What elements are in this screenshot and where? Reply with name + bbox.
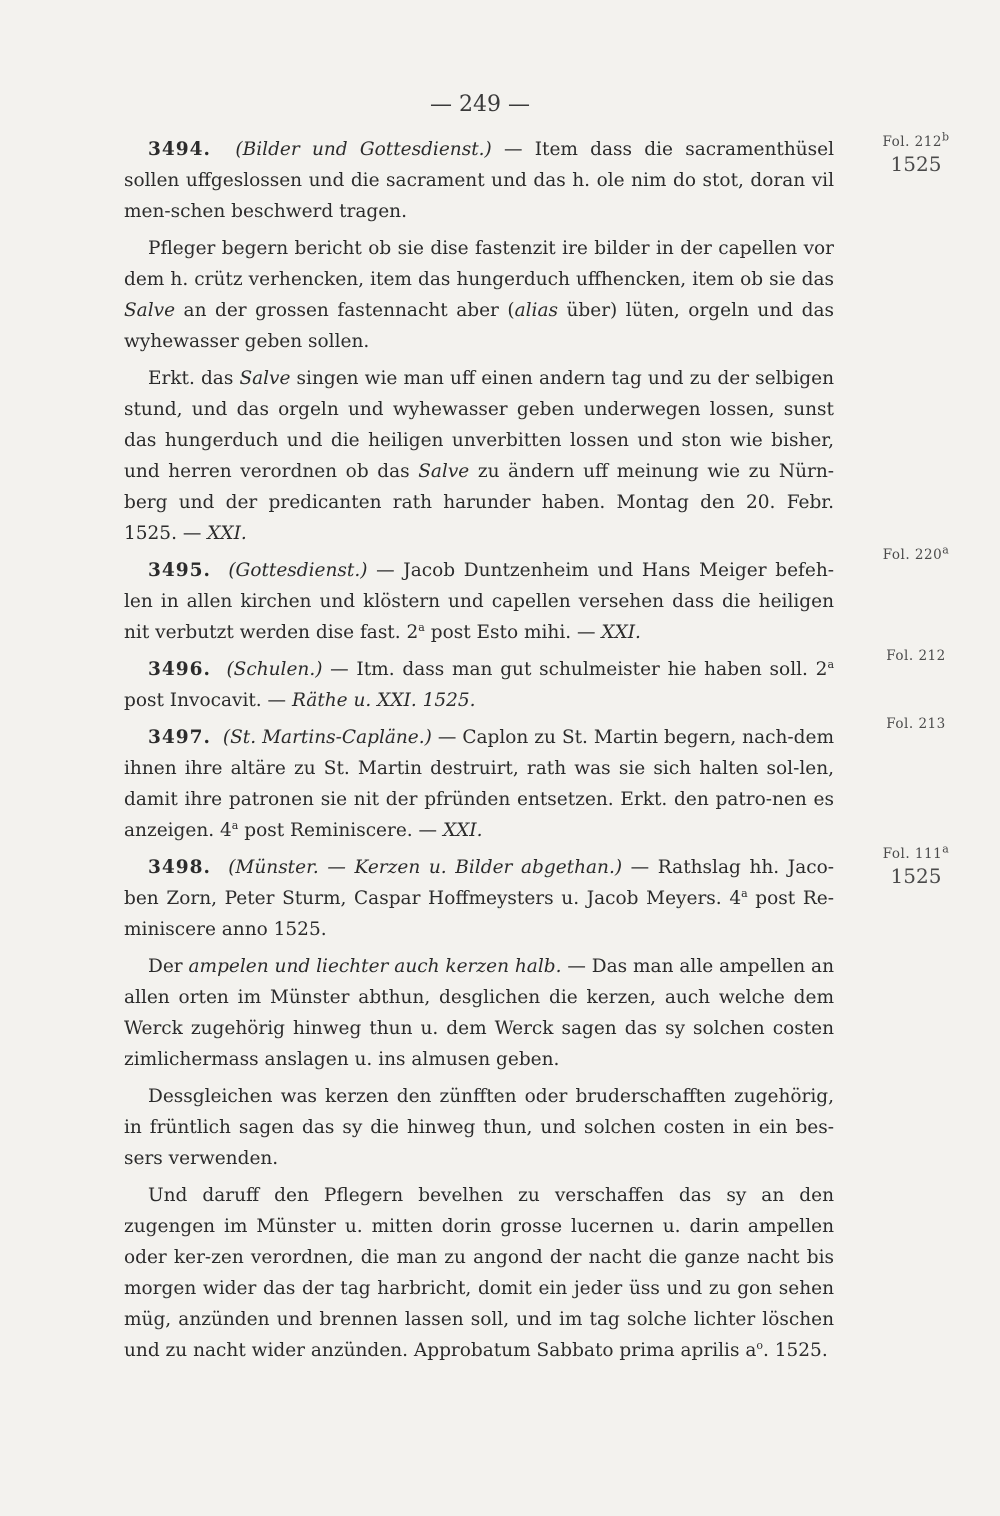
superscript: a xyxy=(827,657,834,671)
folio-text: Fol. 220 xyxy=(882,547,943,563)
entry-3494 xyxy=(124,134,834,549)
entry-3494-paragraph-2 xyxy=(124,233,834,357)
source-reference: XXI. xyxy=(442,820,483,841)
paragraph-text: Dessgleichen was kerzen den zünfften oder bruderschafften zugehörig, in früntlich sagen das sy die hinweg thun, und solchen costen in ein bes-sers verwenden. xyxy=(124,1086,834,1169)
main-text xyxy=(124,134,834,1366)
folio-reference: Fol. 213 xyxy=(886,716,946,732)
entry-3496 xyxy=(124,654,834,716)
margin-year: 1525 xyxy=(890,864,942,888)
paragraph-text: . 1525. xyxy=(762,1340,828,1361)
margin-year: 1525 xyxy=(890,152,942,176)
superscript: b xyxy=(941,130,950,144)
paragraph-text: — Das man alle ampellen an allen orten im Münster abthun, desglichen die kerzen, auch welche dem Werck zugehörig hinweg thun u. dem Werck sagen das sy solchen costen zimlichermass anslagen u. ins almusen geben. xyxy=(124,956,834,1070)
entry-topic: (Gottesdienst.) xyxy=(228,560,368,581)
folio-reference xyxy=(856,130,976,150)
paragraph-text: Der xyxy=(148,956,189,977)
margin-note-3496 xyxy=(856,648,976,664)
entry-topic: (Bilder und Gottesdienst.) xyxy=(235,139,492,160)
italic-term: Salve xyxy=(124,300,176,321)
entry-3495-paragraph xyxy=(124,555,834,648)
entry-text: post Esto mihi. — xyxy=(424,622,602,643)
entry-topic: (Münster. — Kerzen u. Bilder abgethan.) xyxy=(228,857,623,878)
margin-note-3495 xyxy=(856,543,976,563)
entry-text: post Invocavit. — xyxy=(124,690,292,711)
source-reference: XXI. xyxy=(601,622,641,643)
entry-text: post Re-miniscere anno 1525. xyxy=(124,888,834,940)
paragraph-text: Erkt. das xyxy=(148,368,240,389)
superscript: a xyxy=(741,886,748,900)
entry-3495 xyxy=(124,555,834,648)
italic-term: Salve xyxy=(418,461,470,482)
page-number: — 249 — xyxy=(430,92,530,117)
superscript: a xyxy=(418,620,425,634)
folio-reference xyxy=(856,543,976,563)
paragraph-text: singen wie man uff einen andern tag und zu der selbigen stund, und das orgeln und wyhewasser geben underwegen lossen, sunst das hungerduch und die heiligen unverbitten lossen und ston wie bisher, und herren verordnen ob das xyxy=(124,368,834,482)
entry-text: post Reminiscere. — xyxy=(238,820,443,841)
margin-note-3494 xyxy=(856,130,976,176)
entry-3498-paragraph-3 xyxy=(124,1081,834,1174)
paragraph-text: Und daruff den Pflegern bevelhen zu verschaffen das sy an den zugengen im Münster u. mitten dorin grosse lucernen u. darin ampellen oder ker-zen verordnen, die man zu angond der nacht die ganze nacht bis morgen wider das der tag harbricht, domit ein jeder üss und zu gon sehen müg, anzünden und brennen lassen soll, und im tag solche lichter löschen und zu nacht wider anzünden. Approbatum Sabbato prima aprilis a xyxy=(124,1185,834,1361)
entry-3498-paragraph-2 xyxy=(124,951,834,1075)
paragraph-text: an der grossen fastennacht aber ( xyxy=(175,300,515,321)
entry-number: 3496. xyxy=(148,659,211,680)
entry-number: 3494. xyxy=(148,139,211,160)
entry-3498 xyxy=(124,852,834,1366)
italic-term: ampelen und liechter auch kerzen halb. xyxy=(188,956,562,977)
superscript: a xyxy=(231,818,239,832)
entry-number: 3497. xyxy=(148,727,211,748)
paragraph-text: zu ändern uff meinung wie zu Nürn-berg und der predicanten rath harunder haben. Montag den 20. Febr. 1525. — xyxy=(124,461,834,544)
paragraph-text: Pfleger begern bericht ob sie dise fastenzit ire bilder in der capellen vor dem h. crütz verhencken, item das hungerduch uffhencken, item ob sie das xyxy=(124,238,834,290)
italic-term: alias xyxy=(514,300,558,321)
entry-3494-paragraph-3 xyxy=(124,363,834,549)
entry-text: — Caplon zu St. Martin begern, nach-dem ihnen ihre altäre zu St. Martin destruirt, rath was sie sich halten sol-len, damit ihre patronen sie nit der pfründen entsetzen. Erkt. den patro-nen es anzeigen. 4 xyxy=(124,727,834,841)
entry-3497 xyxy=(124,722,834,846)
folio-text: Fol. 212 xyxy=(882,134,942,150)
margin-note-3497 xyxy=(856,716,976,732)
source-reference: Räthe u. XXI. 1525. xyxy=(291,690,476,711)
entry-number: 3495. xyxy=(148,560,211,581)
entry-text: — Item dass die sacramenthüsel sollen uffgeslossen und die sacrament und das h. ole nim do stot, doran vil men-schen beschwerd tragen. xyxy=(124,139,835,222)
superscript: o xyxy=(756,1338,763,1352)
entry-3497-paragraph xyxy=(124,722,834,846)
entry-number: 3498. xyxy=(148,857,211,878)
entry-topic: (St. Martins-Capläne.) xyxy=(222,727,432,748)
margin-note-3498 xyxy=(856,842,976,888)
source-reference: XXI. xyxy=(207,523,247,544)
superscript: a xyxy=(942,842,950,856)
italic-term: Salve xyxy=(239,368,291,389)
folio-reference xyxy=(856,842,976,862)
entry-text: — Rathslag hh. Jaco-ben Zorn, Peter Sturm, Caspar Hoffmeysters u. Jacob Meyers. 4 xyxy=(124,857,834,909)
folio-text: Fol. 111 xyxy=(882,846,943,862)
folio-reference: Fol. 212 xyxy=(886,648,946,664)
entry-3498-paragraph-4 xyxy=(124,1180,834,1366)
entry-3498-paragraph-1 xyxy=(124,852,834,945)
entry-topic: (Schulen.) xyxy=(226,659,323,680)
paragraph-text: über) lüten, orgeln und das wyhewasser geben sollen. xyxy=(124,300,834,352)
entry-3494-paragraph-1 xyxy=(124,134,834,227)
entry-text: — Itm. dass man gut schulmeister hie haben soll. 2 xyxy=(322,659,828,680)
entry-text: — Jacob Duntzenheim und Hans Meiger befeh-len in allen kirchen und klöstern und capellen versehen dass die heiligen nit verbutzt werden dise fast. 2 xyxy=(124,560,835,643)
entry-3496-paragraph xyxy=(124,654,834,716)
superscript: a xyxy=(942,543,950,557)
